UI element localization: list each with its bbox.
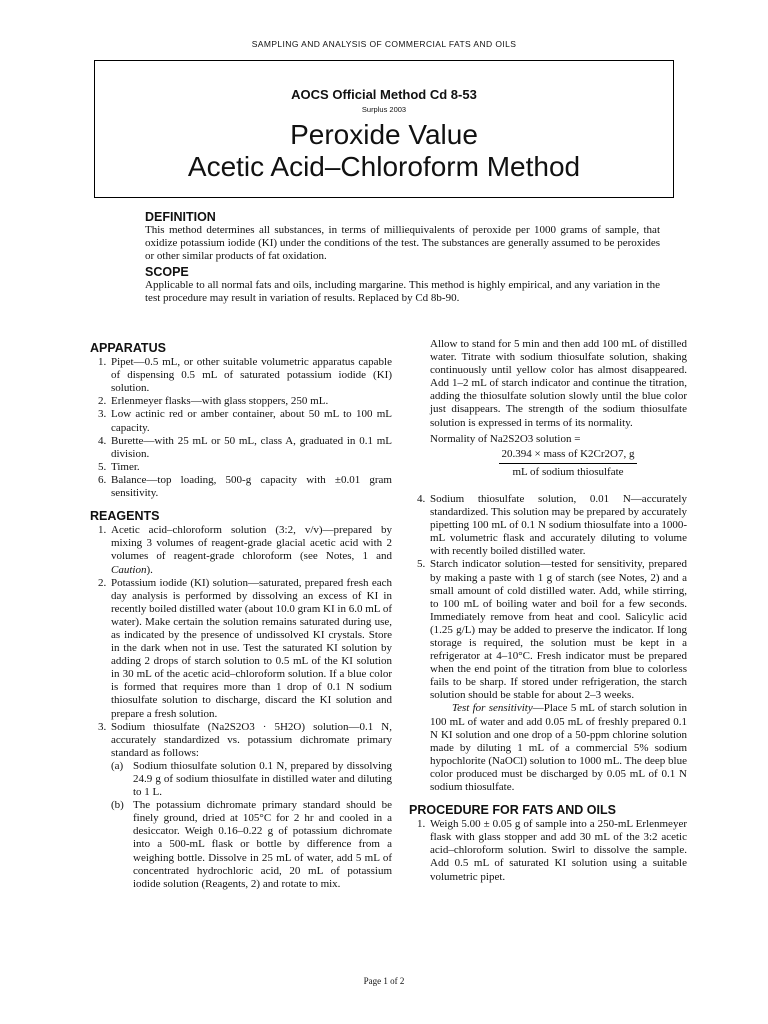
- reagent-item-1: 1. Acetic acid–chloroform solution (3:2, v/v)—prepared by mixing 3 volumes of reagent-grade glacial acetic acid with 2 volumes of reagent-grade chloroform (see Notes, 1 and Caution).: [98, 524, 392, 576]
- procedure-heading: PROCEDURE FOR FATS AND OILS: [409, 803, 616, 818]
- apparatus-list: [90, 356, 392, 500]
- reagent-item-3: 3. Sodium thiosulfate (Na2S2O3 · 5H2O) solution—0.1 N, accurately standardized vs. potassium dichromate primary standard as follows:: [98, 720, 392, 759]
- page-title-line2: Acetic Acid–Chloroform Method: [187, 151, 581, 182]
- apparatus-item: 5. Timer.: [98, 460, 140, 473]
- scope-heading: SCOPE: [145, 265, 189, 279]
- apparatus-item: 3. Low actinic red or amber container, about 50 mL to 100 mL capacity.: [98, 408, 392, 434]
- procedure-item-1: 1. Weigh 5.00 ± 0.05 g of sample into a 250-mL Erlenmeyer flask with glass stopper and add 30 mL of the 3:2 acetic acid–chloroform solution. Swirl to dissolve the sample. Add 0.5 mL of saturated KI solution using a suitable volumetric pipet.: [417, 818, 687, 883]
- left-column: [90, 342, 392, 891]
- reagent-subitem-b: (b) The potassium dichromate primary standard should be finely ground, dried at 105°C for 2 hr and cooled in a desiccator. Weigh 0.16–0.22 g of potassium dichromate into a 500-mL flask or bottle by difference from a weighing bottle. Dissolve in 25 mL of water, add 5 mL of concentrated hydrochloric acid, 20 mL of potassium iodide solution (Reagents, 2) and rotate to mix.: [111, 799, 392, 890]
- apparatus-item: 2. Erlenmeyer flasks—with glass stoppers, 250 mL.: [98, 395, 329, 408]
- reagent-subitem-a: (a) Sodium thiosulfate solution 0.1 N, prepared by dissolving 24.9 g of sodium thiosulfate in distilled water and diluting to 1 L.: [111, 759, 392, 799]
- surplus-note: Surplus 2003: [361, 105, 407, 114]
- standardization-continuation: Allow to stand for 5 min and then add 100 mL of distilled water. Titrate with sodium thiosulfate solution, shaking continuously until yellow color has almost disappeared. Add 1–2 mL of starch indicator and continue the titration, adding the thiosulfate solution slowly until the blue color just disappears. The strength of the sodium thiosulfate solution is expressed in terms of its normality.: [430, 338, 687, 429]
- reagent-item-5: 5. Starch indicator solution—tested for sensitivity, prepared by making a paste with 1 g of starch (see Notes, 2) and a small amount of cold distilled water. Add, while stirring, to 100 mL of boiling water and boil for a few seconds. Immediately remove from heat and cool. Salicylic acid (1.25 g/L) may be added to preserve the indicator. If long storage is required, the solution must be kept in a refrigerator at 4–10°C. Fresh indicator must be prepared when the end point of the titration from blue to colorless fails to be sharp. If stored under refrigeration, the starch solution should be stable for about 2–3 weeks.: [417, 558, 687, 702]
- apparatus-item: 1. Pipet—0.5 mL, or other suitable volumetric apparatus capable of dispensing 0.5 mL of saturated potassium iodide (KI) solution.: [98, 356, 392, 395]
- normality-formula: [449, 448, 687, 479]
- apparatus-heading: APPARATUS: [90, 341, 166, 355]
- formula-numerator: 20.394 × mass of K2Cr2O7, g: [499, 448, 636, 464]
- method-number: AOCS Official Method Cd 8-53: [291, 87, 477, 102]
- reagent-item-2: 2. Potassium iodide (KI) solution—saturated, prepared fresh each day analysis is performed by dissolving an excess of KI in recently boiled distilled water (about 10.0 gram KI in 6.0 mL of water). Make certain the solution remains saturated during use, as indicated by the presence of undissolved KI crystals. Store in the dark when not in use. Test the saturated KI solution by adding 2 drops of starch solution to 0.5 mL of the KI solution in 30 mL of the acetic acid–chloroform solution. If a blue color is formed that requires more than 1 drop of 0.1 N sodium thiosulfate solution to discharge, discard the KI solution and prepare a fresh solution.: [98, 576, 392, 720]
- definition-text: This method determines all substances, in terms of milliequivalents of peroxide per 1000 grams of sample, that oxidize potassium iodide (KI) under the conditions of the test. The substances are generally assumed to be peroxides or other similar products of fat oxidation.: [145, 224, 660, 262]
- definition-heading: DEFINITION: [145, 210, 216, 224]
- normality-label: Normality of Na2S2O3 solution =: [430, 432, 581, 445]
- title-box: [94, 60, 674, 198]
- running-head: SAMPLING AND ANALYSIS OF COMMERCIAL FATS AND OILS: [251, 39, 517, 49]
- page-footer: Page 1 of 2: [363, 976, 405, 986]
- definition-scope-block: [145, 210, 660, 307]
- sensitivity-test: Test for sensitivity—Place 5 mL of starch solution in 100 mL of water and add 0.05 mL of freshly prepared 0.1 N KI solution and one drop of a 50-ppm chlorine solution made by diluting 1 mL of a commercial 5% sodium hypochlorite (NaOCl) solution to 1000 mL. The deep blue color produced must be discharged by 0.05 mL of 0.1 N sodium thiosulfate.: [430, 702, 688, 793]
- apparatus-item: 6. Balance—top loading, 500-g capacity with ±0.01 gram sensitivity.: [98, 473, 392, 500]
- reagent-item-4: 4. Sodium thiosulfate solution, 0.01 N—accurately standardized. This solution may be prepared by accurately pipetting 100 mL of 0.1 N sodium thiosulfate into a 1000-mL volumetric flask and accurately diluting to volume with recently boiled distilled water.: [417, 492, 687, 558]
- formula-denominator: mL of sodium thiosulfate: [512, 465, 624, 478]
- apparatus-item: 4. Burette—with 25 mL or 50 mL, class A, graduated in 0.1 mL division.: [98, 434, 392, 460]
- right-column: [409, 338, 687, 884]
- reagents-heading: REAGENTS: [90, 509, 160, 524]
- page-title-line1: Peroxide Value: [290, 119, 478, 150]
- scope-text: Applicable to all normal fats and oils, including margarine. This method is highly empirical, and any variation in the test procedure may result in variation of results. Replaced by Cd 8b-90.: [145, 279, 660, 304]
